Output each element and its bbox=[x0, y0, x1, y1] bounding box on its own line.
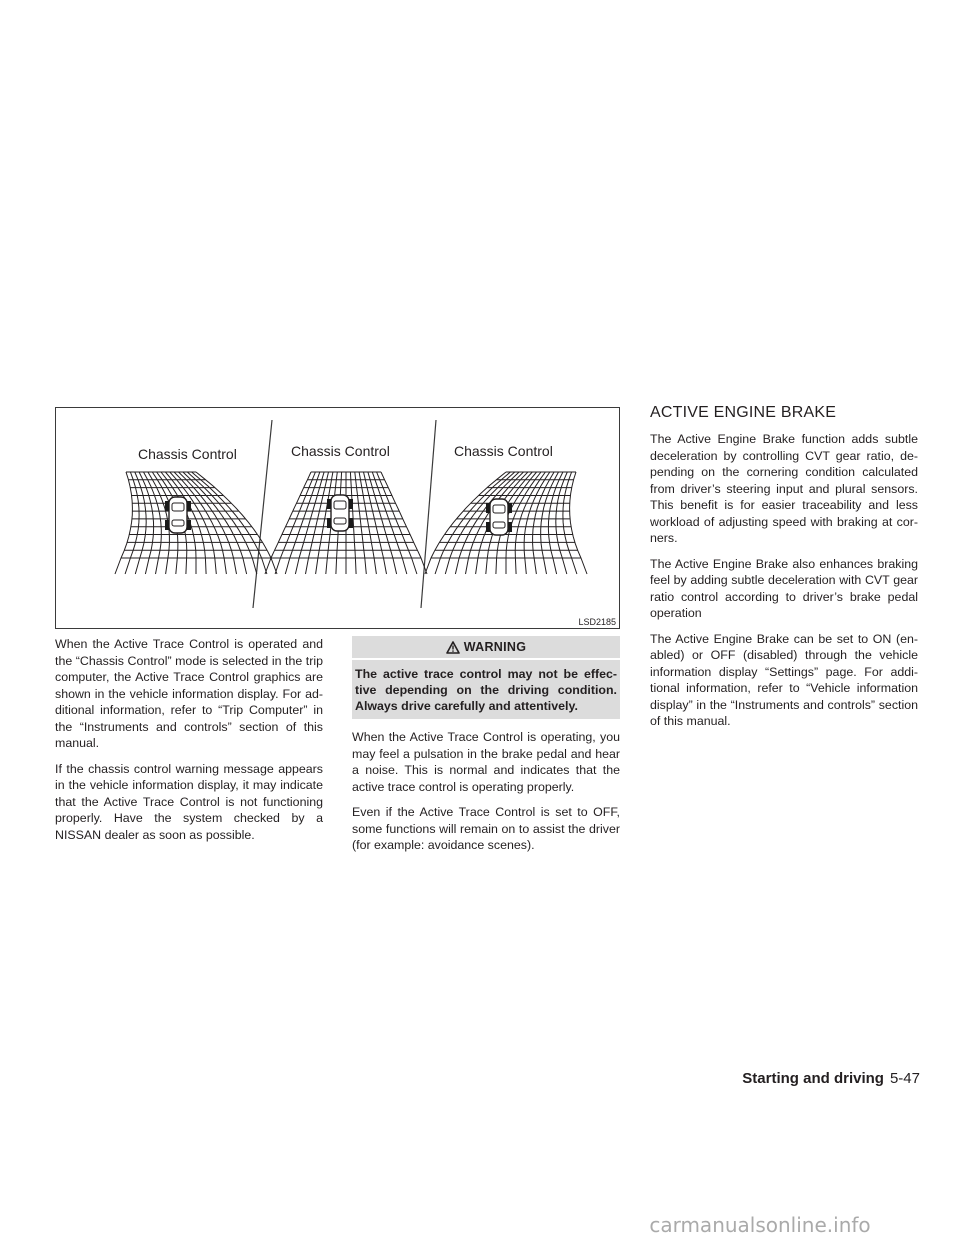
middle-column bbox=[352, 636, 620, 863]
panel-title: Chassis Control bbox=[454, 443, 553, 459]
car-icon bbox=[165, 497, 191, 533]
body-paragraph: Even if the Active Trace Control is set to OFF, some functions will remain on to assist the driver (for example: avoidance scenes). bbox=[352, 805, 620, 852]
body-paragraph: When the Active Trace Control is operated and the “Chassis Control” mode is selected in the trip computer, the Active Trace Control graphics are shown in the vehicle information display. For ad-ditional information, refer to “Trip Computer” in the “Instruments and controls” section of this manual. bbox=[55, 637, 323, 750]
chassis-control-illustration bbox=[56, 408, 621, 630]
page-footer bbox=[742, 1070, 920, 1087]
watermark: carmanualsonline.info bbox=[649, 1213, 871, 1237]
body-paragraph: The Active Engine Brake can be set to ON (en-abled) or OFF (disabled) through the vehicle information display “Settings” page. For addi-tional information, refer to “Vehicle information display” in the “Instruments and controls” section of this manual. bbox=[650, 631, 918, 728]
right-column bbox=[650, 404, 918, 739]
road-grid-left-curve bbox=[115, 472, 277, 574]
panel-title: Chassis Control bbox=[138, 446, 237, 462]
body-paragraph: The Active Engine Brake function adds subtle deceleration by controlling CVT gear ratio, de-pending on the cornering condition calculated from driver’s steering input and plural sensors. This benefit is for easier traceability and less workload of adjusting speed with braking at cor-ners. bbox=[650, 432, 918, 545]
warning-text: The active trace control may not be effec-tive depending on the driving condition. Always drive carefully and attentively. bbox=[352, 660, 620, 719]
page-number: 5-47 bbox=[889, 1070, 920, 1087]
panel-divider bbox=[253, 420, 272, 608]
car-icon bbox=[327, 495, 353, 531]
chassis-control-figure bbox=[55, 407, 620, 629]
body-paragraph: The Active Engine Brake also enhances braking feel by adding subtle deceleration with CVT gear ratio control according to driver’s brake pedal operation bbox=[650, 556, 918, 620]
section-heading: ACTIVE ENGINE BRAKE bbox=[650, 404, 837, 421]
warning-icon bbox=[446, 641, 460, 654]
body-paragraph: If the chassis control warning message appears in the vehicle information display, it may indicate that the Active Trace Control is not functioning properly. Have the system checked by a NISSAN dealer as soon as possible. bbox=[55, 761, 323, 842]
body-paragraph: When the Active Trace Control is operating, you may feel a pulsation in the brake pedal and hear a noise. This is normal and indicates that the active trace control is operating properly. bbox=[352, 730, 620, 794]
warning-label: WARNING bbox=[463, 639, 527, 654]
warning-header bbox=[352, 636, 620, 658]
figure-code: LSD2185 bbox=[578, 617, 616, 627]
car-icon bbox=[486, 499, 512, 535]
left-column bbox=[55, 636, 323, 852]
footer-section-title: Starting and driving bbox=[742, 1070, 884, 1087]
panel-divider bbox=[421, 420, 436, 608]
panel-title: Chassis Control bbox=[291, 443, 390, 459]
